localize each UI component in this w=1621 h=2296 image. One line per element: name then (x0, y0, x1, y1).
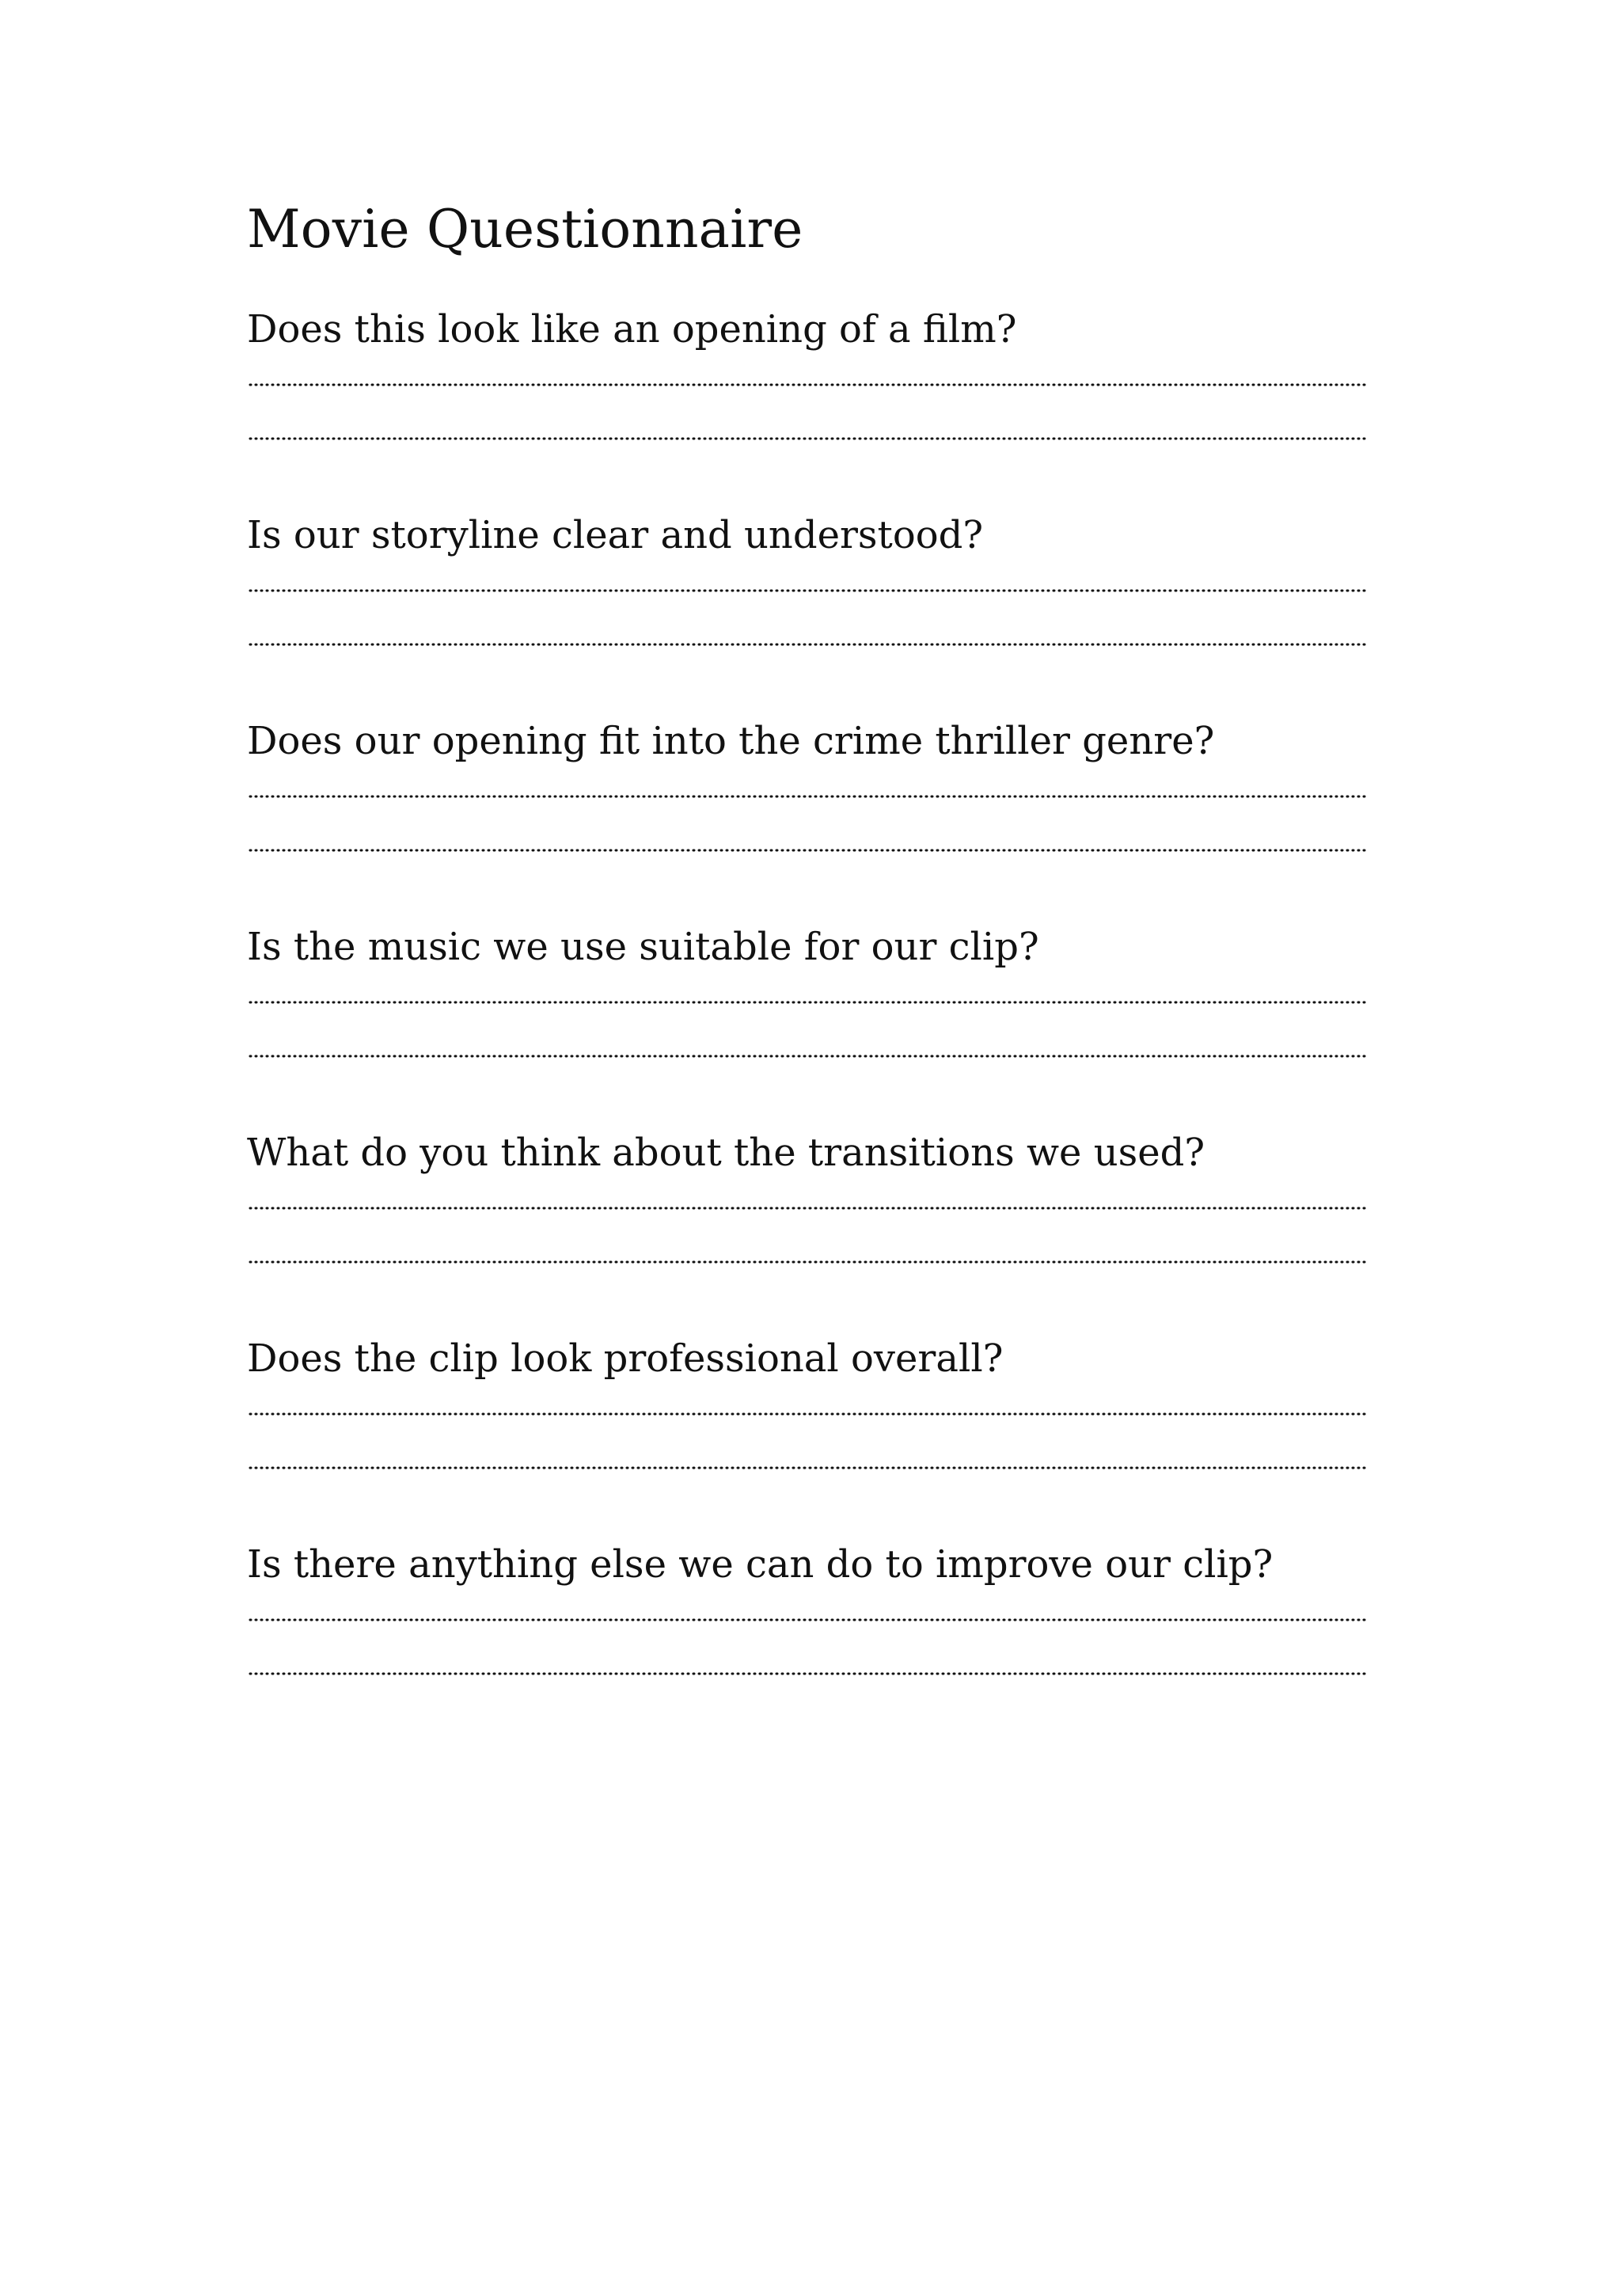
question-text: Does this look like an opening of a film? (247, 307, 1017, 352)
question-text: Does our opening fit into the crime thriller genre? (247, 719, 1215, 763)
answer-line[interactable] (247, 435, 1371, 442)
question-text: Does the clip look professional overall? (247, 1336, 1004, 1381)
question-block (247, 716, 1371, 922)
question-block (247, 1127, 1371, 1333)
answer-line[interactable] (247, 1411, 1371, 1417)
answer-line[interactable] (247, 793, 1371, 800)
question-text: Is the music we use suitable for our clip? (247, 925, 1039, 969)
question-text: Is our storyline clear and understood? (247, 513, 984, 557)
answer-line[interactable] (247, 999, 1371, 1005)
answer-line[interactable] (247, 1259, 1371, 1265)
answer-line[interactable] (247, 1465, 1371, 1471)
question-block (247, 1333, 1371, 1539)
question-block (247, 304, 1371, 510)
question-block (247, 510, 1371, 716)
page-title: Movie Questionnaire (247, 199, 803, 260)
question-list (247, 304, 1371, 1745)
answer-line[interactable] (247, 382, 1371, 388)
answer-line[interactable] (247, 1205, 1371, 1211)
question-text: What do you think about the transitions we used? (247, 1131, 1205, 1175)
answer-line[interactable] (247, 587, 1371, 594)
answer-line[interactable] (247, 1617, 1371, 1623)
question-block (247, 922, 1371, 1127)
answer-line[interactable] (247, 847, 1371, 853)
question-text: Is there anything else we can do to improve our clip? (247, 1542, 1274, 1587)
question-block (247, 1539, 1371, 1745)
answer-line[interactable] (247, 1671, 1371, 1677)
answer-line[interactable] (247, 641, 1371, 648)
answer-line[interactable] (247, 1053, 1371, 1059)
questionnaire-content (247, 196, 1371, 1745)
